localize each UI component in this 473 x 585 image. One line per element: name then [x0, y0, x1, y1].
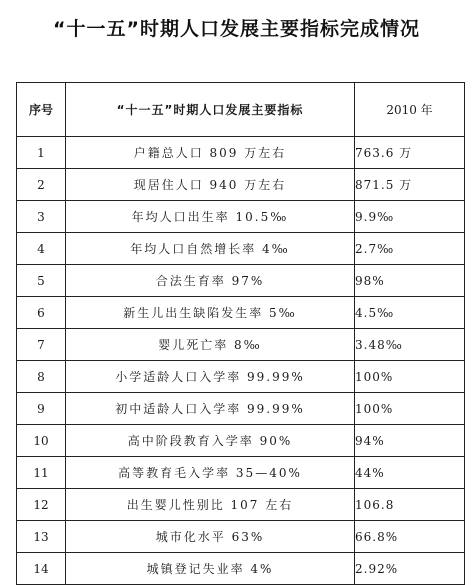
- row-value: 3.48‰: [355, 329, 465, 361]
- row-value: 4.5‰: [355, 297, 465, 329]
- row-value: 44%: [355, 457, 465, 489]
- row-number: 14: [17, 553, 66, 585]
- row-indicator: 初中适龄人口入学率 99.99%: [66, 393, 355, 425]
- table-row: [17, 457, 465, 489]
- row-indicator: 年均人口出生率 10.5‰: [66, 201, 355, 233]
- table-row: [17, 137, 465, 169]
- table-row: [17, 489, 465, 521]
- table-row: [17, 233, 465, 265]
- row-number: 5: [17, 265, 66, 297]
- row-number: 6: [17, 297, 66, 329]
- row-number: 9: [17, 393, 66, 425]
- row-indicator: 小学适龄人口入学率 99.99%: [66, 361, 355, 393]
- row-indicator: 高中阶段教育入学率 90%: [66, 425, 355, 457]
- table-row: [17, 201, 465, 233]
- row-value: 94%: [355, 425, 465, 457]
- header-serial-number: 序号: [17, 83, 66, 137]
- table-row: [17, 169, 465, 201]
- row-value: 2.92%: [355, 553, 465, 585]
- row-value: 100%: [355, 393, 465, 425]
- row-number: 12: [17, 489, 66, 521]
- table-row: [17, 361, 465, 393]
- header-value-2010: 2010 年: [355, 83, 465, 137]
- row-value: 2.7‰: [355, 233, 465, 265]
- table-row: [17, 425, 465, 457]
- row-value: 763.6 万: [355, 137, 465, 169]
- row-indicator: 城市化水平 63%: [66, 521, 355, 553]
- table-row: [17, 265, 465, 297]
- table-row: [17, 393, 465, 425]
- page-title: “十一五”时期人口发展主要指标完成情况: [53, 18, 420, 40]
- table-header-row: [17, 83, 465, 137]
- row-number: 11: [17, 457, 66, 489]
- row-indicator: 婴儿死亡率 8‰: [66, 329, 355, 361]
- row-value: 9.9‰: [355, 201, 465, 233]
- row-number: 3: [17, 201, 66, 233]
- row-number: 8: [17, 361, 66, 393]
- row-indicator: 现居住人口 940 万左右: [66, 169, 355, 201]
- table-row: [17, 297, 465, 329]
- row-value: 98%: [355, 265, 465, 297]
- row-number: 7: [17, 329, 66, 361]
- table-row: [17, 553, 465, 585]
- table-body: [17, 137, 465, 585]
- row-number: 2: [17, 169, 66, 201]
- row-indicator: 城镇登记失业率 4%: [66, 553, 355, 585]
- row-value: 871.5 万: [355, 169, 465, 201]
- row-value: 106.8: [355, 489, 465, 521]
- header-indicator: “十一五”时期人口发展主要指标: [66, 83, 355, 137]
- table-row: [17, 521, 465, 553]
- row-indicator: 合法生育率 97%: [66, 265, 355, 297]
- row-number: 10: [17, 425, 66, 457]
- row-indicator: 高等教育毛入学率 35—40%: [66, 457, 355, 489]
- row-indicator: 出生婴儿性别比 107 左右: [66, 489, 355, 521]
- row-value: 100%: [355, 361, 465, 393]
- row-indicator: 年均人口自然增长率 4‰: [66, 233, 355, 265]
- indicators-table: [16, 82, 465, 585]
- row-indicator: 户籍总人口 809 万左右: [66, 137, 355, 169]
- row-number: 13: [17, 521, 66, 553]
- row-number: 1: [17, 137, 66, 169]
- row-number: 4: [17, 233, 66, 265]
- table-row: [17, 329, 465, 361]
- row-indicator: 新生儿出生缺陷发生率 5‰: [66, 297, 355, 329]
- row-value: 66.8%: [355, 521, 465, 553]
